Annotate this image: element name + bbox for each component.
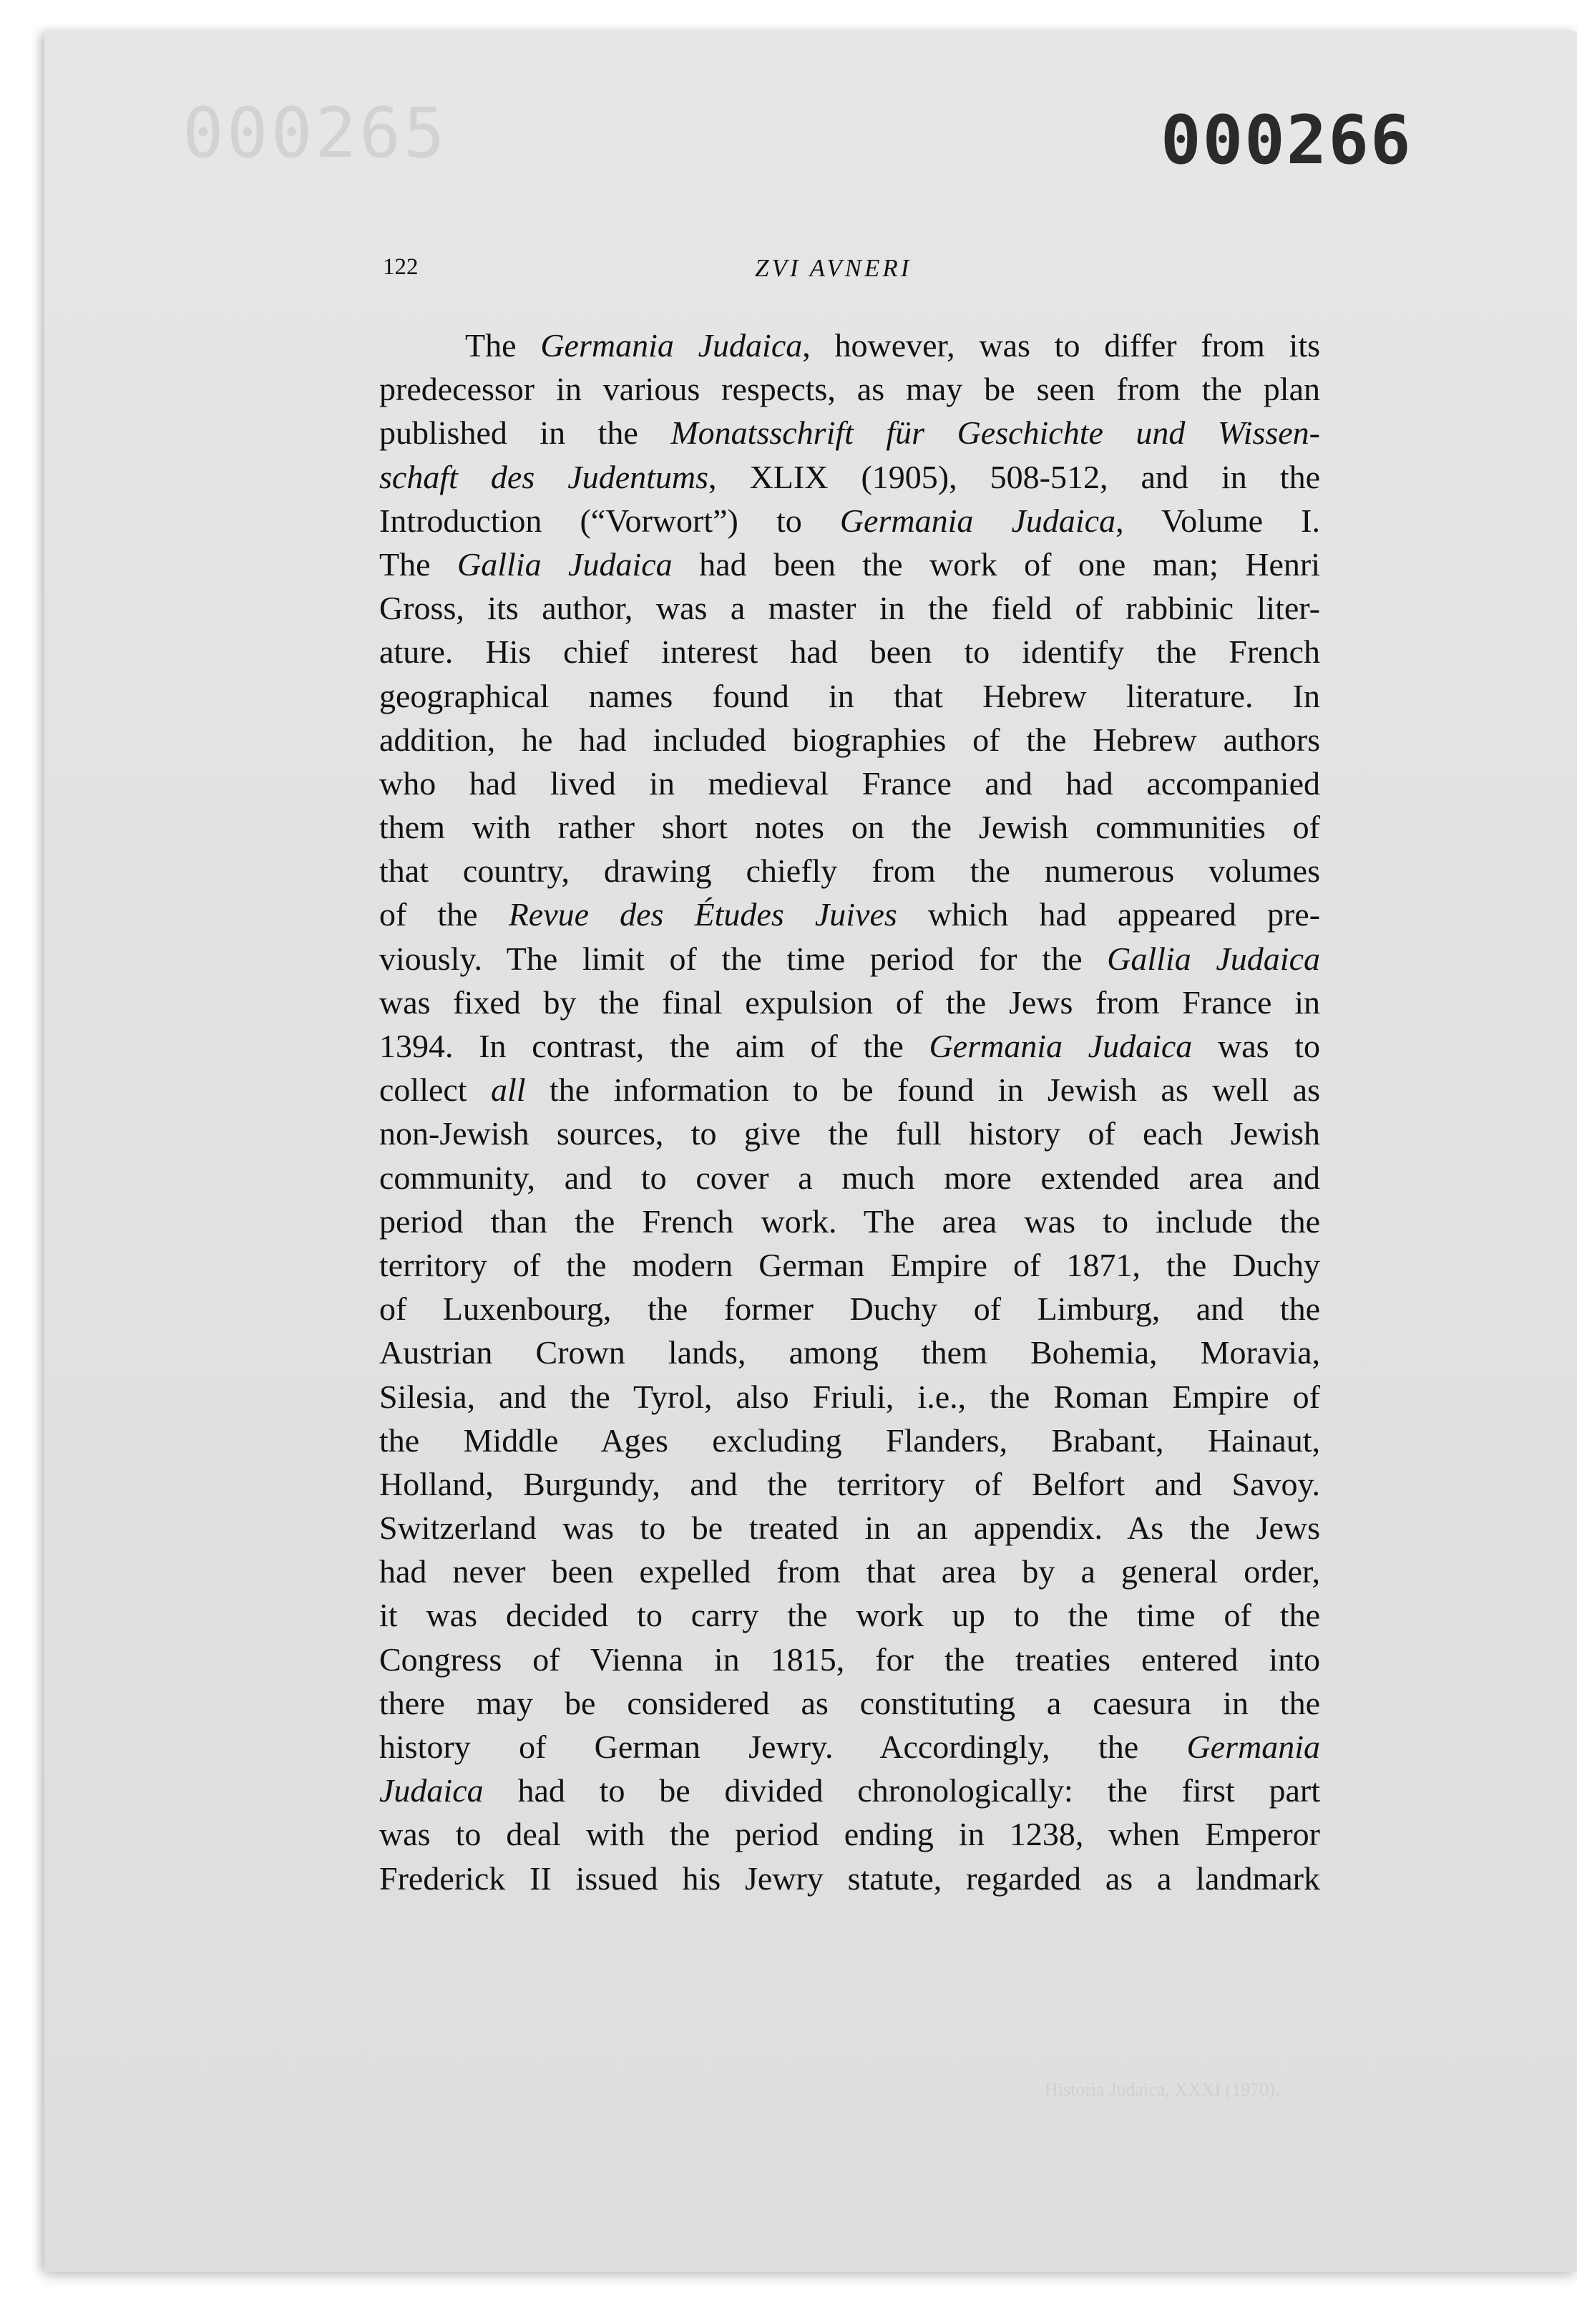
text-run: Silesia, and the Tyrol, also Friuli, i.e., the Roman Empire of — [379, 1378, 1320, 1415]
text-line — [379, 1462, 1320, 1506]
italic-title: Gallia Judaica — [1107, 940, 1320, 977]
text-line — [379, 1812, 1320, 1856]
text-run: The — [379, 545, 458, 583]
italic-title: Monatsschrift für Geschichte und Wissen- — [670, 414, 1320, 452]
text-run: was to — [1192, 1028, 1320, 1064]
text-run: Congress of Vienna in 1815, for the treaties entered into — [379, 1640, 1320, 1678]
text-line — [379, 1024, 1320, 1068]
text-line — [379, 455, 1320, 499]
text-run: predecessor in various respects, as may be seen from the plan — [379, 371, 1320, 408]
text-line — [379, 1419, 1320, 1462]
text-run: , Volume I. — [1115, 502, 1320, 539]
text-run: who had lived in medieval France and had accompanied — [379, 764, 1320, 802]
text-run: was fixed by the final expulsion of the Jews from France in — [379, 983, 1320, 1021]
text-run: had never been expelled from that area by a general order, — [379, 1553, 1320, 1590]
text-line — [379, 893, 1320, 936]
text-line — [379, 805, 1320, 849]
italic-title: Revue des Études Juives — [508, 896, 897, 933]
text-line — [379, 937, 1320, 981]
text-line — [379, 411, 1320, 454]
italic-title: all — [490, 1071, 526, 1109]
page-header — [383, 254, 1313, 290]
text-line — [379, 1769, 1320, 1812]
text-run: territory of the modern German Empire of 1871, the Duchy — [379, 1246, 1320, 1283]
text-line — [379, 981, 1320, 1024]
text-line — [379, 674, 1320, 718]
text-line — [379, 586, 1320, 630]
text-line — [379, 1550, 1320, 1593]
text-run: which had appeared pre- — [897, 896, 1321, 933]
italic-title: schaft des Judentums — [379, 458, 709, 495]
bleed-through-stamp: 000265 — [182, 93, 448, 173]
text-line — [379, 762, 1320, 805]
page-number: 122 — [383, 254, 419, 280]
text-run: geographical names found in that Hebrew literature. In — [379, 677, 1320, 714]
text-run: of Luxenbourg, the former Duchy of Limburg, and the — [379, 1290, 1320, 1328]
text-run: of the — [379, 896, 509, 933]
text-line — [379, 1287, 1320, 1331]
text-line — [379, 499, 1320, 543]
text-line — [379, 1156, 1320, 1200]
text-run: was to deal with the period ending in 1238, when Emperor — [379, 1816, 1320, 1853]
text-line — [379, 367, 1320, 411]
italic-title: Germania Judaica — [839, 502, 1116, 539]
text-line — [379, 630, 1320, 674]
archive-stamp-number: 000266 — [1161, 102, 1412, 180]
italic-title: Germania — [1186, 1729, 1320, 1765]
text-run: had been the work of one man; Henri — [672, 545, 1321, 583]
text-line — [379, 1200, 1320, 1243]
text-line — [379, 1331, 1320, 1374]
text-run: 1394. In contrast, the aim of the — [379, 1028, 929, 1064]
text-run: published in the — [379, 414, 671, 452]
text-run: viously. The limit of the time period for the — [379, 940, 1108, 977]
text-line — [379, 1638, 1320, 1681]
text-run: that country, drawing chiefly from the numerous volumes — [379, 852, 1320, 890]
text-line — [379, 718, 1320, 762]
text-run: addition, he had included biographies of the Hebrew authors — [379, 721, 1320, 758]
italic-title: Germania Judaica — [540, 327, 803, 364]
text-line — [379, 324, 1320, 367]
text-line — [379, 1725, 1320, 1769]
text-line — [379, 543, 1320, 586]
text-run: Gross, its author, was a master in the field of rabbinic liter- — [379, 590, 1320, 627]
text-run: Frederick II issued his Jewry statute, regarded as a landmark — [379, 1859, 1320, 1897]
text-line — [379, 1681, 1320, 1725]
text-run: history of German Jewry. Accordingly, the — [379, 1729, 1187, 1765]
text-line — [379, 1857, 1320, 1900]
text-line — [379, 849, 1320, 893]
text-run: there may be considered as constituting a caesura in the — [379, 1684, 1320, 1721]
running-head: ZVI AVNERI — [755, 254, 912, 282]
text-run: non-Jewish sources, to give the full history of each Jewish — [379, 1115, 1320, 1152]
italic-title: Germania Judaica — [929, 1028, 1193, 1064]
text-run: collect — [379, 1071, 491, 1109]
text-run: ature. His chief interest had been to identify the French — [379, 633, 1320, 671]
text-run: The — [465, 327, 541, 364]
text-run: Austrian Crown lands, among them Bohemia, Moravia, — [379, 1334, 1320, 1371]
text-run: the Middle Ages excluding Flanders, Brabant, Hainaut, — [379, 1421, 1320, 1459]
body-paragraph — [379, 324, 1320, 1900]
text-line — [379, 1068, 1320, 1112]
text-run: Introduction (“Vorwort”) to — [379, 502, 840, 539]
text-run: them with rather short notes on the Jewish communities of — [379, 809, 1320, 846]
text-line — [379, 1243, 1320, 1287]
text-run: Holland, Burgundy, and the territory of Belfort and Savoy. — [379, 1465, 1320, 1502]
text-line — [379, 1593, 1320, 1637]
text-run: period than the French work. The area was to include the — [379, 1202, 1320, 1240]
bleed-through-footer: Historia Judaica, XXXI (1970). — [1045, 2079, 1280, 2100]
text-line — [379, 1112, 1320, 1155]
text-run: Switzerland was to be treated in an appendix. As the Jews — [379, 1509, 1320, 1547]
text-run: had to be divided chronologically: the first part — [483, 1772, 1320, 1809]
text-line — [379, 1375, 1320, 1419]
italic-title: Gallia Judaica — [457, 545, 673, 583]
text-run: it was decided to carry the work up to the time of the — [379, 1597, 1320, 1634]
text-run: the information to be found in Jewish as well as — [525, 1071, 1320, 1109]
text-run: , XLIX (1905), 508-512, and in the — [708, 458, 1320, 495]
text-run: , however, was to differ from its — [802, 327, 1320, 364]
text-line — [379, 1506, 1320, 1550]
text-run: community, and to cover a much more extended area and — [379, 1159, 1320, 1196]
italic-title: Judaica — [379, 1772, 484, 1809]
